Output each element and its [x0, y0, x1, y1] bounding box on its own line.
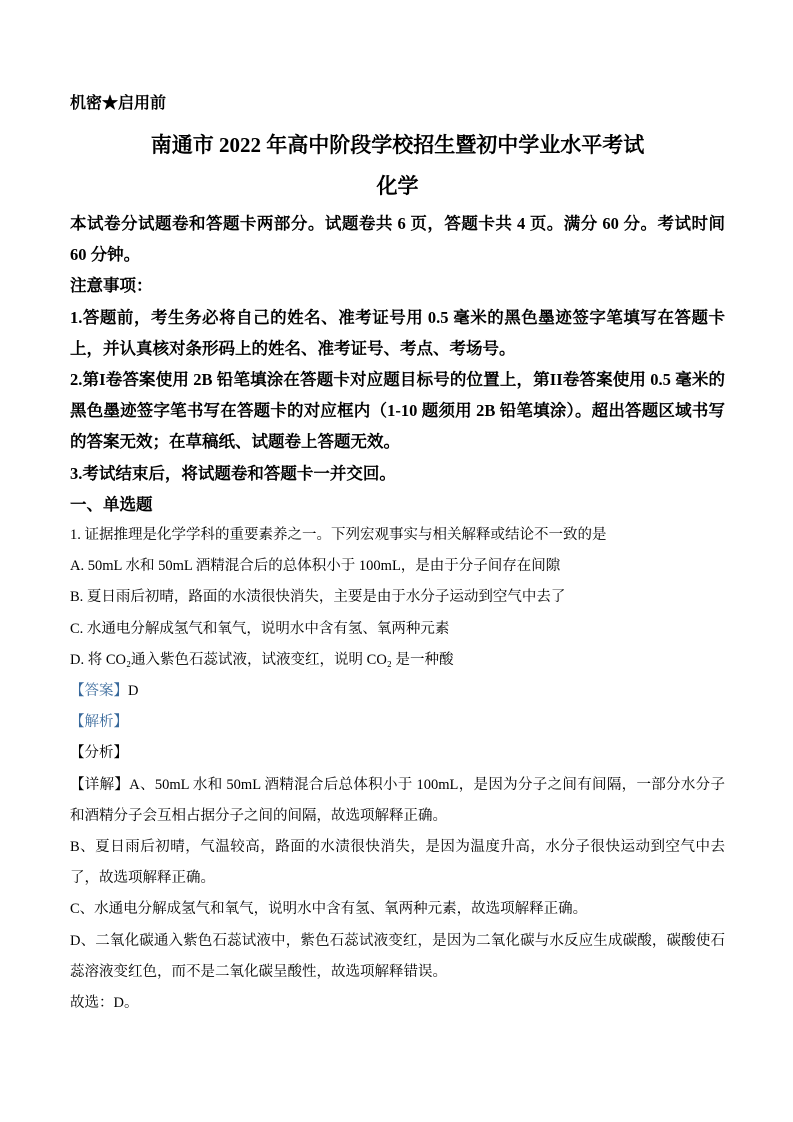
exam-title: 南通市 2022 年高中阶段学校招生暨初中学业水平考试 [150, 133, 645, 157]
question-option-b: B. 夏日雨后初晴，路面的水渍很快消失，主要是由于水分子运动到空气中去了 [70, 589, 566, 606]
section-heading: 一、单选题 [70, 494, 153, 514]
question-option-c: C. 水通电分解成氢气和氧气，说明水中含有氢、氧两种元素 [70, 620, 450, 637]
notes-heading: 注意事项： [70, 276, 153, 296]
note-item-3: 3.考试结束后，将试题卷和答题卡一并交回。 [70, 463, 396, 483]
answer-value: D [128, 683, 139, 700]
question-stem: 1. 证据推理是化学学科的重要素养之一。下列宏观事实与相关解释或结论不一致的是 [70, 527, 607, 544]
detail-paragraph-c: C、水通电分解成氢气和氧气，说明水中含有氢、氧两种元素，故选项解释正确。 [70, 901, 588, 918]
conclusion-line: 故选：D。 [70, 995, 139, 1012]
detail-label: 【详解】 [70, 776, 130, 793]
detail-text-a: A、50mL 水和 50mL 酒精混合后总体积小于 100mL，是因为分子之间有间隔，一部分水分子和酒精分子会互相占据分子之间的间隔，故选项解释正确。 [70, 776, 725, 824]
detail-paragraph-b: B、夏日雨后初晴，气温较高，路面的水渍很快消失，是因为温度升高，水分子很快运动到空气中去了，故选项解释正确。 [70, 839, 725, 887]
detail-paragraph-d: D、二氧化碳通入紫色石蕊试液中，紫色石蕊试液变红，是因为二氧化碳与水反应生成碳酸，碳酸使石蕊溶液变红色，而不是二氧化碳呈酸性，故选项解释错误。 [70, 932, 725, 980]
detail-paragraph-a [70, 770, 725, 832]
analysis-label: 【解析】 [70, 714, 128, 731]
answer-label: 【答案】 [70, 683, 128, 700]
note-item-2: 2.第I卷答案使用 2B 铅笔填涂在答题卡对应题目标号的位置上，第II卷答案使用 0.5 毫米的黑色墨迹签字笔书写在答题卡的对应框内（1-10 题须用 2B 铅笔填涂）。超出答题区域书写的答案无效；在草稿纸、试题卷上答题无效。 [70, 370, 725, 452]
question-option-d: D. 将 CO₂通入紫色石蕊试液，试液变红，说明 CO₂ 是一种酸 [70, 651, 454, 668]
security-notice: 机密★启用前 [70, 95, 167, 112]
question-option-a: A. 50mL 水和 50mL 酒精混合后的总体积小于 100mL，是由于分子间存在间隙 [70, 558, 561, 575]
exam-summary: 本试卷分试题卷和答题卡两部分。试题卷共 6 页，答题卡共 4 页。满分 60 分。考试时间 60 分钟。 [70, 214, 725, 265]
answer-line [70, 676, 725, 707]
note-item-1: 1.答题前，考生务必将自己的姓名、准考证号用 0.5 毫米的黑色墨迹签字笔填写在答题卡上，并认真核对条形码上的姓名、准考证号、考点、考场号。 [70, 307, 725, 358]
document-body [70, 208, 725, 1019]
exam-subject: 化学 [376, 174, 419, 198]
fenxi-label: 【分析】 [70, 745, 128, 762]
